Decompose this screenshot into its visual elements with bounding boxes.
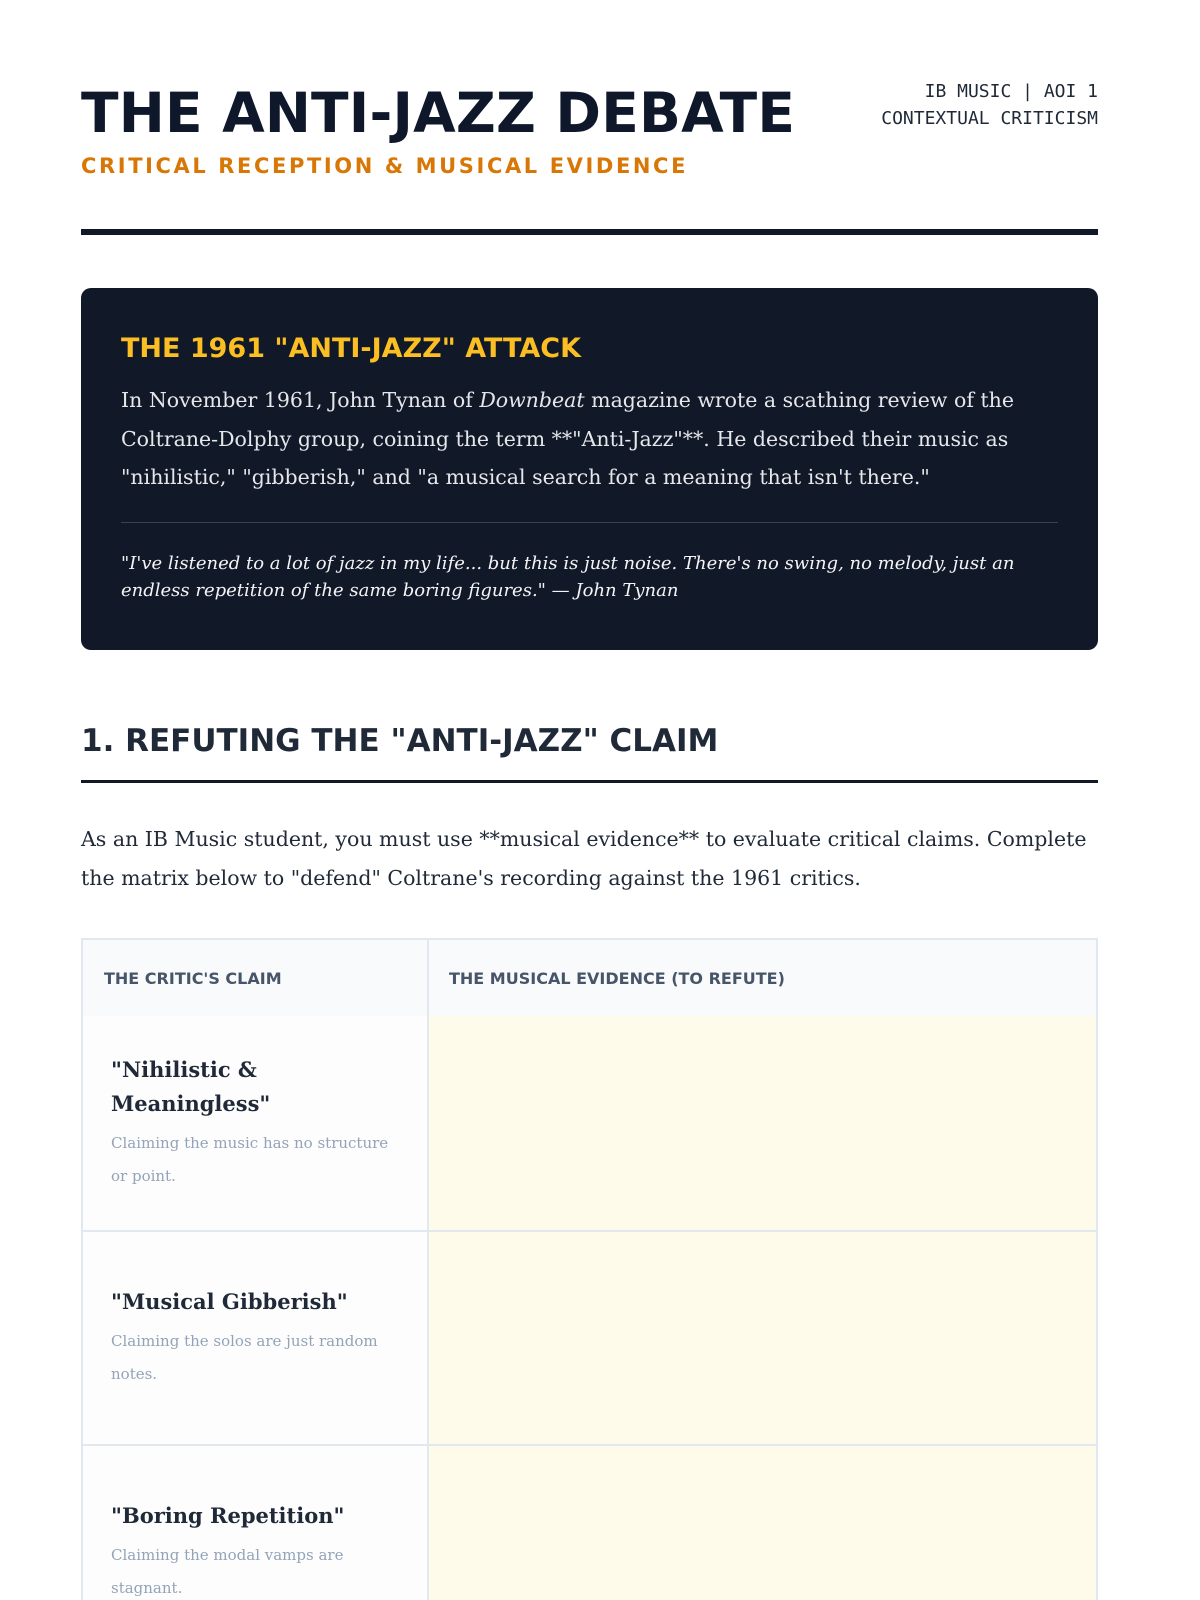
context-callout <box>81 288 1098 650</box>
course-topic: CONTEXTUAL CRITICISM <box>881 108 1098 129</box>
course-meta <box>881 78 1098 132</box>
claim-description: Claiming the modal vamps are stagnant. <box>111 1546 344 1597</box>
evidence-answer-area[interactable] <box>429 1232 1096 1444</box>
section-heading: 1. REFUTING THE "ANTI-JAZZ" CLAIM <box>81 716 1098 783</box>
matrix-body <box>83 1016 1096 1600</box>
table-row <box>83 1016 1096 1230</box>
matrix-header <box>83 940 1096 1016</box>
magazine-name: Downbeat <box>479 388 585 412</box>
header-evidence-cell <box>429 940 1096 1016</box>
evidence-answer-area[interactable] <box>429 1446 1096 1600</box>
column-header-claim: THE CRITIC'S CLAIM <box>104 969 282 988</box>
callout-body-end: magazine wrote a scathing review of the Coltrane-Dolphy group, coining the term **"Anti-Jazz"**. He described their music as "nihilistic," "gibberish," and "a musical search for a meaning that isn't there." <box>121 388 1014 489</box>
claim-description: Claiming the music has no structure or point. <box>111 1134 389 1185</box>
critic-quote: "I've listened to a lot of jazz in my life... but this is just noise. There's no swing, no melody, just an endless repetition of the same boring figures." — John Tynan <box>121 552 1015 601</box>
header-claim-cell <box>83 940 429 1016</box>
callout-body-start: In November 1961, John Tynan of <box>121 388 480 412</box>
section-intro: As an IB Music student, you must use **musical evidence** to evaluate critical claims. Complete the matrix below to "defend" Coltrane's recording against the 1961 critics. <box>81 827 1087 890</box>
callout-divider <box>121 522 1058 523</box>
claim-description: Claiming the solos are just random notes. <box>111 1332 378 1383</box>
page-subtitle: CRITICAL RECEPTION & MUSICAL EVIDENCE <box>81 154 689 178</box>
table-row <box>83 1444 1096 1600</box>
course-code: IB MUSIC | AOI 1 <box>924 81 1098 102</box>
callout-body <box>121 381 1058 497</box>
evidence-matrix <box>81 938 1098 1600</box>
column-header-evidence: THE MUSICAL EVIDENCE (TO REFUTE) <box>449 969 785 988</box>
claim-title: "Boring Repetition" <box>111 1503 345 1528</box>
claim-title: "Musical Gibberish" <box>111 1289 348 1314</box>
callout-title: THE 1961 "ANTI-JAZZ" ATTACK <box>121 333 581 364</box>
claim-cell <box>83 1016 429 1230</box>
table-row <box>83 1230 1096 1444</box>
claim-cell <box>83 1232 429 1444</box>
claim-title: "Nihilistic & Meaningless" <box>111 1057 271 1116</box>
claim-cell <box>83 1446 429 1600</box>
evidence-answer-area[interactable] <box>429 1016 1096 1230</box>
page-header <box>81 0 1098 235</box>
page-title: THE ANTI-JAZZ DEBATE <box>81 81 796 145</box>
